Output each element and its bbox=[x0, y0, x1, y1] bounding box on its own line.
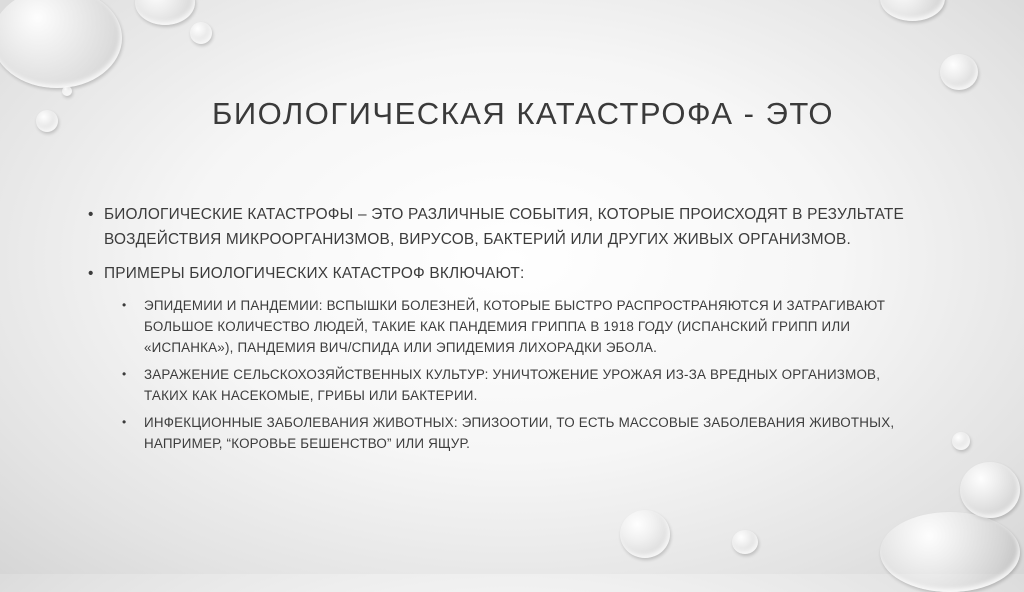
sub-bullet-item bbox=[88, 412, 928, 454]
water-drop-decoration bbox=[620, 510, 670, 558]
sub-bullet-item bbox=[88, 295, 928, 358]
bullet-dot-icon: • bbox=[122, 298, 127, 312]
water-drop-decoration bbox=[960, 462, 1020, 518]
water-drop-decoration bbox=[62, 86, 72, 96]
bullet-text: ПРИМЕРЫ БИОЛОГИЧЕСКИХ КАТАСТРОФ ВКЛЮЧАЮТ: bbox=[104, 265, 525, 282]
water-drop-decoration bbox=[880, 0, 945, 21]
water-drop-decoration bbox=[36, 110, 58, 132]
water-drop-decoration bbox=[880, 512, 1020, 592]
sub-bullet-item bbox=[88, 364, 928, 406]
bullet-item bbox=[88, 202, 928, 252]
water-drop-decoration bbox=[952, 432, 970, 450]
bullet-dot-icon: • bbox=[122, 367, 127, 381]
bullet-dot-icon: • bbox=[88, 206, 94, 223]
water-drop-decoration bbox=[190, 22, 212, 44]
bullet-item bbox=[88, 261, 928, 286]
water-drop-decoration bbox=[732, 530, 758, 554]
bullet-dot-icon: • bbox=[122, 415, 127, 429]
water-drop-decoration bbox=[135, 0, 195, 25]
slide-content bbox=[88, 202, 928, 460]
bullet-dot-icon: • bbox=[88, 265, 94, 282]
water-drop-decoration bbox=[940, 54, 978, 90]
sub-bullet-text: ИНФЕКЦИОННЫЕ ЗАБОЛЕВАНИЯ ЖИВОТНЫХ: ЭПИЗООТИИ, ТО ЕСТЬ МАССОВЫЕ ЗАБОЛЕВАНИЯ ЖИВОТНЫХ, НАПРИМЕР, “КОРОВЬЕ БЕШЕНСТВО” ИЛИ ЯЩУР. bbox=[144, 415, 895, 451]
slide-title: БИОЛОГИЧЕСКАЯ КАТАСТРОФА - ЭТО bbox=[212, 96, 835, 131]
bullet-text: БИОЛОГИЧЕСКИЕ КАТАСТРОФЫ – ЭТО РАЗЛИЧНЫЕ СОБЫТИЯ, КОТОРЫЕ ПРОИСХОДЯТ В РЕЗУЛЬТАТЕ ВОЗДЕЙСТВИЯ МИКРООРГАНИЗМОВ, ВИРУСОВ, БАКТЕРИЙ ИЛИ ДРУГИХ ЖИВЫХ ОРГАНИЗМОВ. bbox=[104, 206, 904, 248]
sub-bullet-text: ЗАРАЖЕНИЕ СЕЛЬСКОХОЗЯЙСТВЕННЫХ КУЛЬТУР: УНИЧТОЖЕНИЕ УРОЖАЯ ИЗ-ЗА ВРЕДНЫХ ОРГАНИЗМОВ, ТАКИХ КАК НАСЕКОМЫЕ, ГРИБЫ ИЛИ БАКТЕРИИ. bbox=[144, 367, 881, 403]
sub-bullet-text: ЭПИДЕМИИ И ПАНДЕМИИ: ВСПЫШКИ БОЛЕЗНЕЙ, КОТОРЫЕ БЫСТРО РАСПРОСТРАНЯЮТСЯ И ЗАТРАГИВАЮТ БОЛЬШОЕ КОЛИЧЕСТВО ЛЮДЕЙ, ТАКИЕ КАК ПАНДЕМИЯ ГРИППА В 1918 ГОДУ (ИСПАНСКИЙ ГРИПП ИЛИ «ИСПАНКА»), ПАНДЕМИЯ ВИЧ/СПИДА ИЛИ ЭПИДЕМИЯ ЛИХОРАДКИ ЭБОЛА. bbox=[144, 298, 886, 355]
water-drop-decoration bbox=[0, 0, 122, 88]
